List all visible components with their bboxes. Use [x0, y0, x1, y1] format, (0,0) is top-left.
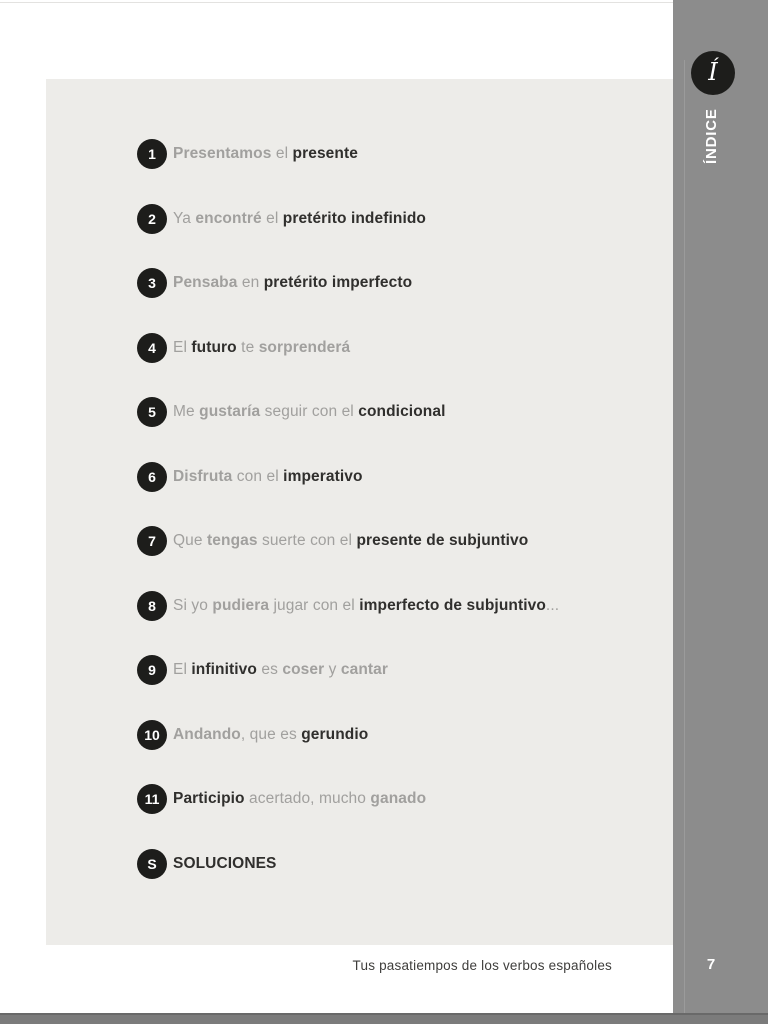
index-tab-label[interactable]: ÍNDICE [703, 108, 720, 164]
toc-item-2[interactable] [137, 204, 657, 234]
page-number: 7 [706, 956, 716, 973]
toc-item-title: El futuro te sorprenderá [173, 338, 351, 356]
toc-item-title: Disfruta con el imperativo [173, 467, 363, 485]
toc-item-title: Participio acertado, mucho ganado [173, 790, 427, 807]
toc-item-11[interactable] [137, 784, 657, 814]
toc-item-title: SOLUCIONES [173, 854, 277, 872]
toc-item-number-badge: 2 [137, 204, 167, 234]
toc-item-title: Andando, que es gerundio [173, 725, 369, 743]
page-top-edge-line [0, 2, 673, 3]
index-tab-sidebar [673, 0, 768, 1013]
toc-item-5[interactable] [137, 397, 657, 427]
toc-item-title: Que tengas suerte con el presente de subjuntivo [173, 532, 529, 549]
toc-item-8[interactable] [137, 591, 657, 621]
toc-item-10[interactable] [137, 720, 657, 750]
toc-item-title: Me gustaría seguir con el condicional [173, 403, 446, 420]
toc-item-S[interactable] [137, 849, 657, 879]
toc-item-6[interactable] [137, 462, 657, 492]
toc-item-number-badge: 9 [137, 655, 167, 685]
toc-item-3[interactable] [137, 268, 657, 298]
toc-item-9[interactable] [137, 655, 657, 685]
page-bottom-edge [0, 1013, 768, 1024]
footer-book-title: Tus pasatiempos de los verbos españoles [352, 958, 612, 973]
toc-item-number-badge: 3 [137, 268, 167, 298]
spine-line-decoration [684, 60, 685, 1013]
index-letter-icon[interactable] [691, 51, 735, 95]
toc-item-title: Pensaba en pretérito imperfecto [173, 274, 413, 291]
toc-item-number-badge: 4 [137, 333, 167, 363]
index-letter-glyph: Í [708, 58, 718, 86]
toc-item-number-badge: 1 [137, 139, 167, 169]
toc-item-number-badge: 11 [137, 784, 167, 814]
toc-item-number-badge: S [137, 849, 167, 879]
toc-panel [46, 79, 673, 945]
toc-item-4[interactable] [137, 333, 657, 363]
toc-item-number-badge: 8 [137, 591, 167, 621]
toc-item-title: Presentamos el presente [173, 145, 358, 162]
toc-item-number-badge: 10 [137, 720, 167, 750]
toc-item-title: Ya encontré el pretérito indefinido [173, 209, 426, 227]
toc-item-number-badge: 5 [137, 397, 167, 427]
toc-item-number-badge: 7 [137, 526, 167, 556]
toc-item-title: El infinitivo es coser y cantar [173, 661, 389, 678]
toc-item-number-badge: 6 [137, 462, 167, 492]
toc-item-1[interactable] [137, 139, 657, 169]
toc-item-7[interactable] [137, 526, 657, 556]
toc-item-title: Si yo pudiera jugar con el imperfecto de subjuntivo... [173, 596, 560, 614]
